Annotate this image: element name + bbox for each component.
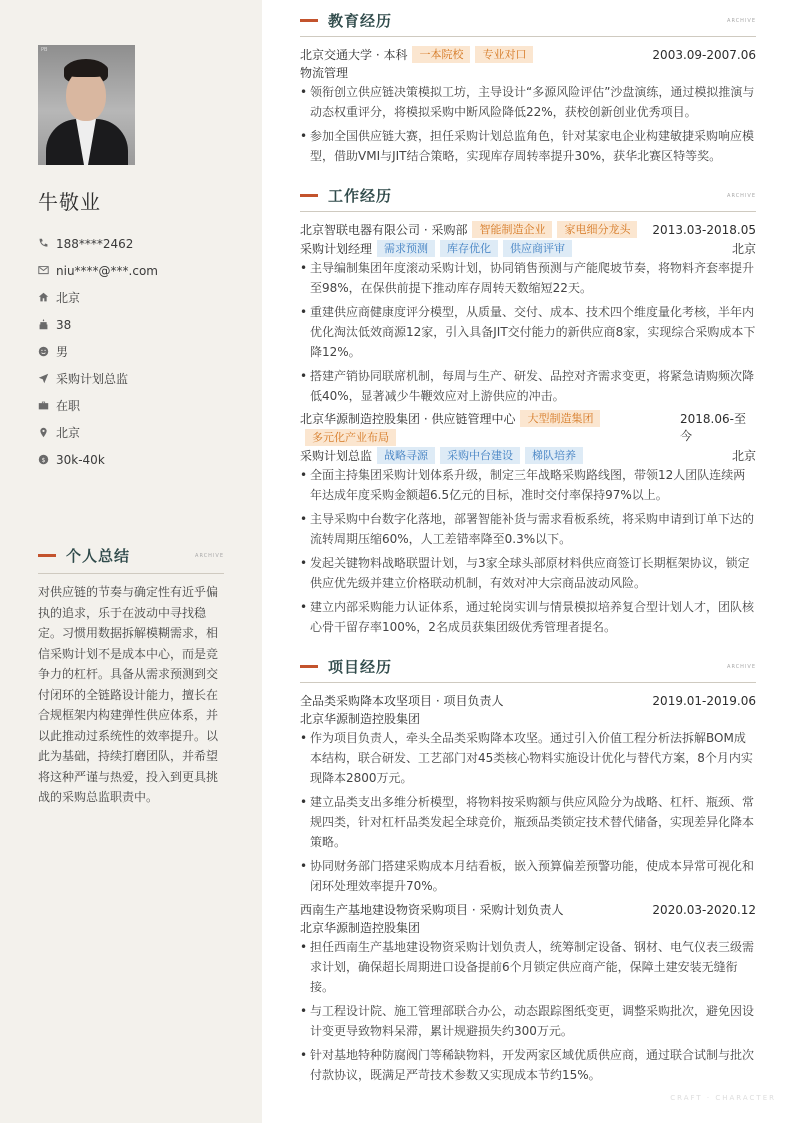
education-archive-tag: ARCHIVE	[727, 18, 756, 24]
bullet-list	[300, 258, 756, 406]
education-badge: 一本院校	[412, 46, 470, 63]
contact-row	[38, 338, 158, 365]
education-section	[300, 10, 756, 170]
project-archive-tag: ARCHIVE	[727, 664, 756, 670]
role-title: 采购计划总监	[300, 449, 373, 463]
bullet-item: • 领衔创立供应链决策模拟工坊，主导设计“多源风险评估”沙盘演练，通过模拟推演与动态权重评分，将模拟采购中断风险降低22%，获校创新创业优秀项目。	[300, 82, 756, 122]
contact-row	[38, 446, 158, 473]
project-org: 北京华源制造控股集团	[300, 712, 421, 726]
contact-row	[38, 392, 158, 419]
skill-badge: 库存优化	[440, 240, 498, 257]
bullet-item: • 协同财务部门搭建采购成本月结看板，嵌入预算偏差预警功能，使成本异常可视化和闭环处理效率提升70%。	[300, 856, 756, 896]
bullet-list	[300, 82, 756, 166]
company-badge: 家电细分龙头	[557, 221, 637, 238]
section-accent-bar	[300, 194, 318, 197]
work-city: 北京	[731, 242, 756, 256]
contact-row	[38, 230, 158, 257]
skill-badge: 需求预测	[377, 240, 435, 257]
role-left	[300, 447, 583, 464]
bullet-list	[300, 937, 756, 1085]
work-date: 2013.03-2018.05	[652, 222, 756, 237]
avatar	[38, 45, 135, 165]
contact-value: 188****2462	[56, 236, 134, 251]
sidebar	[0, 0, 262, 1123]
project-section	[300, 656, 756, 1089]
bullet-item: • 与工程设计院、施工管理部联合办公，动态跟踪图纸变更，调整采购批次，避免因设计变更导致物料呆滞，累计规避损失约300万元。	[300, 1001, 756, 1041]
contact-row	[38, 365, 158, 392]
school-name: 北京交通大学 · 本科	[300, 48, 408, 62]
bullet-item: • 参加全国供应链大赛，担任采购计划总监角色，针对某家电企业构建敏捷采购响应模型，借助VMI与JIT结合策略，实现库存周转率提升30%，获华北赛区特等奖。	[300, 126, 756, 166]
work-heading	[300, 185, 756, 212]
bullet-item: • 主导采购中台数字化落地，部署智能补货与需求看板系统，将采购申请到订单下达的流转周期压缩60%，人工差错率降至0.3%以下。	[300, 509, 756, 549]
skill-badge: 梯队培养	[525, 447, 583, 464]
work-left	[300, 221, 637, 238]
footer-watermark: CRAFT · CHARACTER	[670, 1094, 776, 1102]
section-accent-bar	[300, 19, 318, 22]
bullet-list	[300, 728, 756, 896]
role-row	[300, 446, 756, 465]
company-badge: 多元化产业布局	[305, 429, 396, 446]
education-left	[300, 46, 533, 63]
bullet-item: • 重建供应商健康度评分模型，从质量、交付、成本、技术四个维度量化考核，半年内优化淘汰低效商源12家，引入具备JIT交付能力的新供应商8家，实现综合采购成本下降12%。	[300, 302, 756, 362]
skill-badge: 采购中台建设	[440, 447, 520, 464]
contact-value: 北京	[56, 426, 81, 440]
mail-icon	[38, 265, 49, 276]
project-date: 2019.01-2019.06	[652, 693, 756, 708]
education-heading	[300, 10, 756, 37]
project-name: 西南生产基地建设物资采购项目 · 采购计划负责人	[300, 903, 564, 917]
send-icon	[38, 373, 49, 384]
bullet-item: • 发起关键物料战略联盟计划，与3家全球头部原材料供应商签订长期框架协议，锁定供应优先级并建立价格联动机制，有效对冲大宗商品波动风险。	[300, 553, 756, 593]
summary-archive-tag: ARCHIVE	[195, 553, 224, 559]
work-section	[300, 185, 756, 641]
project-org: 北京华源制造控股集团	[300, 921, 421, 935]
contact-row	[38, 257, 158, 284]
coin-icon	[38, 454, 49, 465]
project-date: 2020.03-2020.12	[652, 902, 756, 917]
bullet-item: • 担任西南生产基地建设物资采购计划负责人，统筹制定设备、钢材、电气仪表三级需求计划，确保超长周期进口设备提前6个月锁定供应商产能，保障土建安装无缝衔接。	[300, 937, 756, 997]
contact-row	[38, 419, 158, 446]
contact-row	[38, 311, 158, 338]
contact-value: 38	[56, 317, 72, 332]
work-entry-header	[300, 410, 756, 446]
work-city: 北京	[731, 449, 756, 463]
contact-value: 采购计划总监	[56, 372, 129, 386]
photo-tag: PB	[41, 47, 48, 53]
smile-icon	[38, 346, 49, 357]
education-title: 教育经历	[328, 12, 393, 30]
major: 物流管理	[300, 66, 349, 80]
bullet-item: • 针对基地特种防腐阀门等稀缺物料，开发两家区域优质供应商，通过联合试制与批次付款协议，既满足严苛技术参数又实现成本节约15%。	[300, 1045, 756, 1085]
role-row	[300, 239, 756, 258]
work-title: 工作经历	[328, 187, 393, 205]
profile-name: 牛敬业	[38, 190, 101, 214]
bullet-item: • 建立内部采购能力认证体系，通过轮岗实训与情景模拟培养复合型计划人才，团队核心骨干留存率100%，2名成员获集团级优秀管理者提名。	[300, 597, 756, 637]
contact-value: 男	[56, 345, 69, 359]
contact-info-list	[38, 230, 158, 473]
bullet-item: • 主导编制集团年度滚动采购计划，协同销售预测与产能爬坡节奏，将物料齐套率提升至98%，在保供前提下推动库存周转天数缩短22天。	[300, 258, 756, 298]
company-badge: 智能制造企业	[472, 221, 552, 238]
role-left	[300, 240, 572, 257]
education-date: 2003.09-2007.06	[652, 47, 756, 62]
role-title: 采购计划经理	[300, 242, 373, 256]
section-accent-bar	[38, 554, 56, 557]
briefcase-icon	[38, 400, 49, 411]
company-name: 北京华源制造控股集团 · 供应链管理中心	[300, 412, 516, 426]
bullet-item: • 搭建产销协同联席机制，每周与生产、研发、品控对齐需求变更，将紧急请购频次降低40%，显著减少牛鞭效应对上游供应的冲击。	[300, 366, 756, 406]
cake-icon	[38, 319, 49, 330]
skill-badge: 战略寻源	[377, 447, 435, 464]
project-heading	[300, 656, 756, 683]
bullet-item: • 建立品类支出多维分析模型，将物料按采购额与供应风险分为战略、杠杆、瓶颈、常规四类，针对杠杆品类发起全球竞价，瓶颈品类锁定技术替代储备，实现差异化降本策略。	[300, 792, 756, 852]
bullet-list	[300, 465, 756, 637]
work-entry-header	[300, 220, 756, 239]
contact-value: 在职	[56, 399, 81, 413]
section-accent-bar	[300, 665, 318, 668]
work-left	[300, 410, 680, 446]
bullet-item: • 作为项目负责人，牵头全品类采购降本攻坚。通过引入价值工程分析法拆解BOM成本结构，联合研发、工艺部门对45类核心物料实施设计优化与替代方案，8个月内实现降本2800万元。	[300, 728, 756, 788]
phone-icon	[38, 238, 49, 249]
company-name: 北京智联电器有限公司 · 采购部	[300, 223, 468, 237]
project-name: 全品类采购降本攻坚项目 · 项目负责人	[300, 694, 504, 708]
project-title: 项目经历	[328, 658, 393, 676]
company-badge: 大型制造集团	[520, 410, 600, 427]
summary-title: 个人总结	[66, 547, 131, 565]
education-entry-header	[300, 45, 756, 64]
summary-text: 对供应链的节奏与确定性有近乎偏执的追求，乐于在波动中寻找稳定。习惯用数据拆解模糊需求，相信采购计划不是成本中心，而是竞争力的杠杆。具备从需求预测到交付闭环的全链路设计能力，擅长在合规框架内构建弹性供应体系，并以此推动过系统性的效率提升。以此为基础，持续打磨团队，并希望将这种严谨与热爱，投入到更具挑战的采购总监职责中。	[38, 585, 219, 804]
contact-value: 30k-40k	[56, 452, 105, 467]
contact-value: 北京	[56, 291, 81, 305]
contact-value: niu****@***.com	[56, 263, 158, 278]
education-badge: 专业对口	[475, 46, 533, 63]
location-pin-icon	[38, 427, 49, 438]
project-entry-header	[300, 691, 756, 710]
bullet-item: • 全面主持集团采购计划体系升级，制定三年战略采购路线图，带领12人团队连续两年达成年度采购金额超6.5亿元的目标，准时交付率保持97%以上。	[300, 465, 756, 505]
contact-row	[38, 284, 158, 311]
project-entry-header	[300, 900, 756, 919]
home-icon	[38, 292, 49, 303]
work-date: 2018.06-至今	[680, 412, 746, 443]
summary-heading	[38, 545, 224, 574]
svg-text:$: $	[41, 456, 46, 464]
skill-badge: 供应商评审	[503, 240, 572, 257]
work-archive-tag: ARCHIVE	[727, 193, 756, 199]
